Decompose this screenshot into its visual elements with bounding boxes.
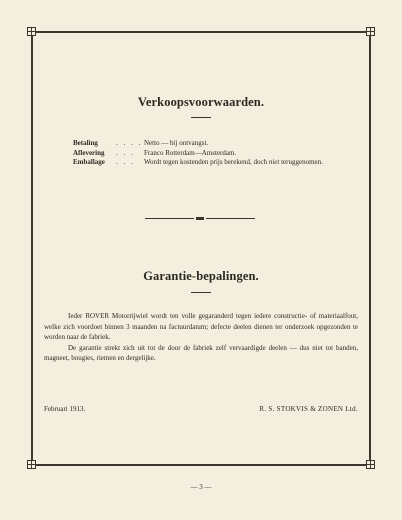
term-row-packaging: [73, 158, 323, 168]
leader-dots: . . . .: [116, 139, 143, 147]
term-row-payment: [73, 139, 323, 149]
guarantee-title: Garantie-bepalingen.: [143, 269, 259, 283]
guarantee-text: [44, 311, 358, 364]
leader-dots: . . .: [116, 158, 135, 166]
sales-conditions-title: Verkoopsvoorwaarden.: [137, 95, 265, 109]
title-underline: [191, 117, 211, 118]
term-value-emphasis: niet: [268, 158, 280, 166]
corner-ornament-top-left: [27, 27, 36, 36]
term-value: Netto — bij ontvangst.: [144, 139, 209, 147]
corner-ornament-top-right: [366, 27, 375, 36]
term-row-delivery: [73, 149, 323, 159]
company-name: R. S. STOKVIS & ZONEN Ltd.: [259, 405, 358, 413]
leader-dots: . . .: [116, 148, 135, 157]
term-value: Franco Rotterdam—Amsterdam.: [144, 148, 237, 157]
guarantee-paragraph: Ieder ROVER Motorrijwiel wordt ten volle gegaranderd tegen iedere constructie- of materiaalfout, welke zich voordoet binnen 3 maanden na factuurdatum; defecte deelen dienen ter onderzoek opgezonden te worden naar de fabriek.: [44, 312, 358, 342]
term-label: Emballage: [73, 158, 105, 166]
title-underline: [191, 292, 211, 293]
term-label: Betaling: [73, 139, 98, 147]
sales-terms-list: [73, 139, 323, 168]
corner-ornament-bottom-right: [366, 460, 375, 469]
page-number: — 3 —: [190, 483, 212, 491]
ornamental-divider: [145, 217, 255, 220]
border-bottom: [32, 464, 370, 466]
term-label: Aflevering: [73, 148, 105, 157]
document-date: Februari 1913.: [44, 405, 86, 413]
guarantee-paragraph: De garantie strekt zich uit tot de door de fabriek zelf vervaardigde deelen — dus niet tot banden, magneet, bougies, riemen en dergelijke.: [44, 343, 358, 363]
term-value-text: Wordt tegen kostenden prijs berekend, doch: [144, 158, 269, 166]
border-top: [32, 31, 370, 33]
corner-ornament-bottom-left: [27, 460, 36, 469]
term-value-text: teruggenomen.: [279, 158, 323, 166]
term-value: [144, 158, 323, 168]
